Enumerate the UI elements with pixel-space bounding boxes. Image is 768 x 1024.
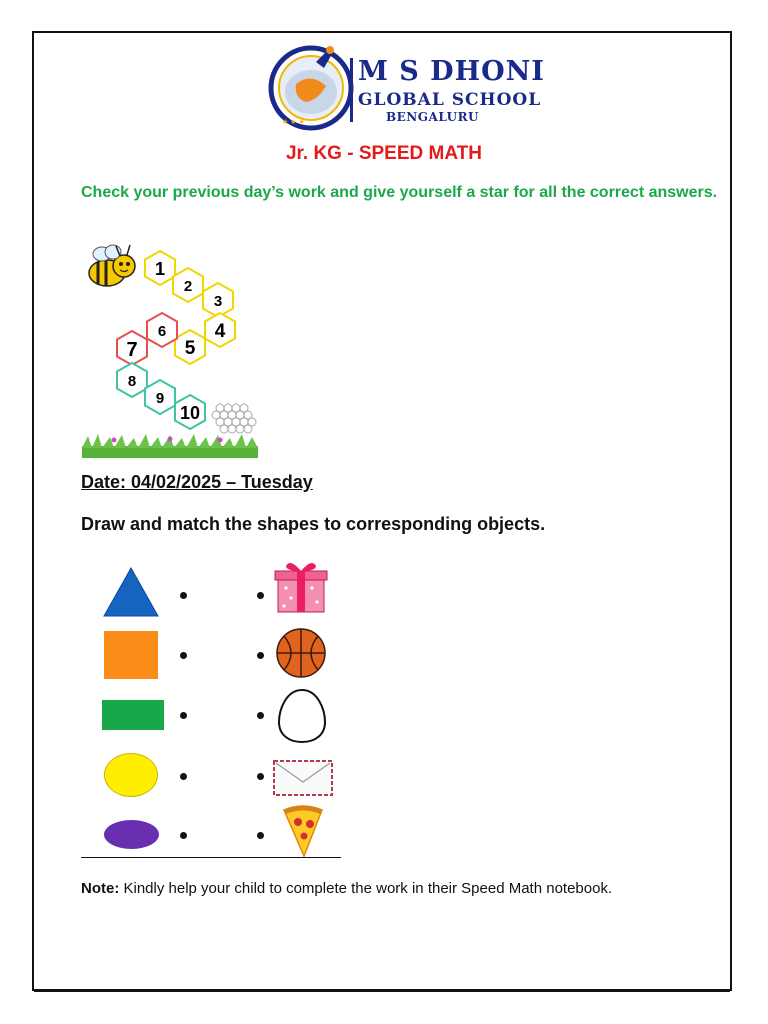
hex-9 — [145, 380, 175, 414]
svg-text:8: 8 — [127, 373, 137, 390]
svg-text:4: 4 — [214, 321, 226, 342]
note-text — [81, 876, 701, 901]
school-name-line1: M S DHONI — [358, 56, 545, 87]
match-dot-left[interactable] — [180, 592, 187, 599]
match-dot-left[interactable] — [180, 832, 187, 839]
triangle-shape — [102, 566, 160, 618]
svg-text:★ ★ ★: ★ ★ ★ — [282, 119, 305, 126]
svg-text:7: 7 — [126, 339, 138, 361]
svg-text:9: 9 — [155, 390, 165, 407]
match-dot-right[interactable] — [257, 712, 264, 719]
match-dot-left[interactable] — [180, 712, 187, 719]
match-dot-left[interactable] — [180, 773, 187, 780]
svg-text:3: 3 — [213, 293, 223, 310]
logo-divider — [350, 58, 353, 122]
oval-shape — [104, 820, 159, 849]
hex-3 — [203, 283, 233, 317]
note-body: Kindly help your child to complete the work in their Speed Math notebook. — [119, 880, 613, 897]
section-divider — [81, 857, 341, 858]
match-dot-right[interactable] — [257, 773, 264, 780]
rectangle-shape — [102, 700, 164, 730]
honeycomb-icon — [212, 404, 256, 433]
hex-2 — [173, 268, 203, 302]
svg-text:5: 5 — [184, 338, 196, 359]
square-shape — [104, 631, 158, 679]
hex-6 — [147, 313, 177, 347]
hex-4 — [205, 313, 235, 347]
page-title: Jr. KG - SPEED MATH — [285, 143, 482, 164]
match-dot-right[interactable] — [257, 592, 264, 599]
school-name-line2: GLOBAL SCHOOL — [358, 90, 542, 110]
match-dot-left[interactable] — [180, 652, 187, 659]
match-dot-right[interactable] — [257, 832, 264, 839]
hex-7 — [117, 331, 147, 365]
bee-number-path-illustration — [80, 240, 260, 460]
bee-icon — [89, 245, 135, 286]
hex-8 — [117, 363, 147, 397]
worksheet-date: Date: 04/02/2025 – Tuesday — [81, 472, 313, 492]
gift-box-icon — [272, 558, 330, 614]
hex-1 — [145, 251, 175, 285]
match-dot-right[interactable] — [257, 652, 264, 659]
activity-heading: Draw and match the shapes to corresponding objects. — [81, 514, 546, 534]
grass-icon — [82, 434, 258, 458]
svg-text:10: 10 — [179, 403, 201, 423]
hex-10 — [175, 395, 205, 429]
basketball-icon — [274, 627, 328, 679]
pizza-slice-icon — [278, 804, 328, 858]
circle-shape — [104, 753, 158, 797]
school-city: BENGALURU — [386, 110, 479, 124]
bottom-rule — [34, 990, 730, 992]
svg-text:1: 1 — [154, 259, 166, 279]
egg-icon — [276, 688, 328, 744]
svg-text:6: 6 — [157, 323, 167, 340]
note-label: Note: — [81, 880, 120, 897]
instruction-text: Check your previous day’s work and give yourself a star for all the correct answers. — [81, 184, 718, 201]
svg-text:2: 2 — [183, 278, 193, 295]
hex-5 — [175, 330, 205, 364]
envelope-icon — [272, 758, 334, 798]
